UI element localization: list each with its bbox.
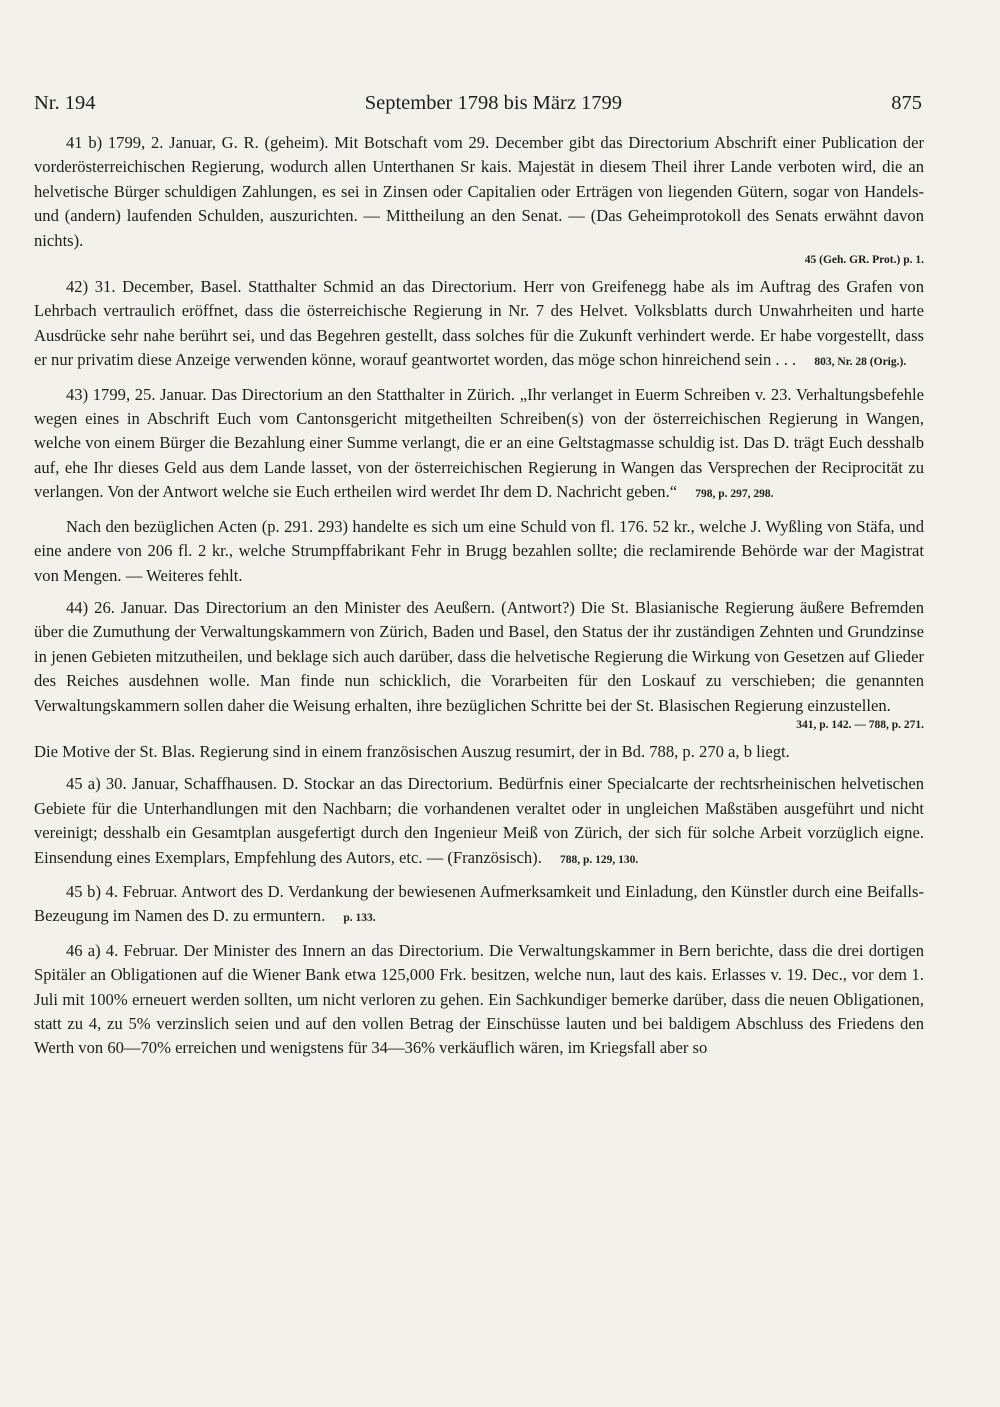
entry-44 <box>34 596 924 732</box>
source-reference: 45 (Geh. GR. Prot.) p. 1. <box>804 254 924 267</box>
entry-41b <box>34 131 924 267</box>
entry-text: 45 a) 30. Januar, Schaffhausen. D. Stockar an das Directorium. Bedürfnis einer Specialcarte der rechtsrheinischen helvetischen Gebiete für die Unterhandlungen mit den Nachbarn; die vorhandenen veraltet oder in ungleichen Maßstäben ausgeführt und nicht vereinigt; desshalb ein Gesamtplan ausgefertigt durch den Ingenieur Meiß von Zürich, der sich für solche Arbeit vorzüglich eigne. Einsendung eines Exemplars, Empfehlung des Autors, etc. — (Französisch). <box>34 774 924 867</box>
entry-text: 42) 31. December, Basel. Statthalter Schmid an das Directorium. Herr von Greifenegg habe als im Auftrag des Grafen von Lehrbach vertraulich eröffnet, dass die österreichische Regierung in Nr. 7 des Helvet. Volksblatts durch Unwahrheiten und harte Ausdrücke sehr nahe berührt sei, und das Begehren gestellt, dass solches für die Zukunft verhindert werde. Er habe vorgestellt, dass er nur privatim diese Anzeige verwenden könne, worauf geantwortet worden, das möge schon hinreichend sein . . . <box>34 277 924 370</box>
entry-45a <box>34 772 924 872</box>
entry-42 <box>34 275 924 375</box>
entry-text: 46 a) 4. Februar. Der Minister des Innern an das Directorium. Die Verwaltungskammer in Bern berichte, dass die drei dortigen Spitäler an Obligationen auf die Wiener Bank etwa 125,000 Frk. besitzen, welche nun, laut des kais. Erlasses v. 19. Dec., vor dem 1. Juli mit 100% erneuert werden sollten, um nicht verloren zu gehen. Ein Sachkundiger bemerke darüber, dass die neuen Obligationen, statt zu 4, zu 5% verzinslich seien und auf den vollen Betrag der Einschüsse lauten und bei baldigem Abschluss des Friedens den Werth von 60—70% erreichen und wenigstens für 34—36% verkäuflich wären, im Kriegsfall aber so <box>34 940 924 1058</box>
entry-text: 43) 1799, 25. Januar. Das Directorium an den Statthalter in Zürich. „Ihr verlanget in Euerm Schreiben v. 23. Verhaltungsbefehle wegen eines in Abschrift Euch vom Cantonsgericht mitgetheilten Schreiben(s) von der österreichischen Regierung in Wangen, welche von einem Bürger die Bezahlung einer Summe verlangt, die er an eine Geltstagmasse schuldig ist. Das D. trägt Euch desshalb auf, ehe Ihr dieses Geld aus dem Lande lasset, von der österreichischen Regierung in Wangen das Versprechen der Reciprocität zu verlangen. Von der Antwort welche sie Euch ertheilen wird werdet Ihr dem D. Nachricht geben.“ <box>34 384 924 502</box>
page-header <box>34 92 922 115</box>
entry-text: 45 b) 4. Februar. Antwort des D. Verdankung der bewiesenen Aufmerksamkeit und Einladung, den Künstler durch eine Beifalls-Bezeugung im Namen des D. zu ermuntern. <box>34 881 924 926</box>
entry-43 <box>34 383 924 507</box>
source-reference: 798, p. 297, 298. <box>695 488 774 501</box>
entry-46a <box>34 939 924 1061</box>
source-reference: 803, Nr. 28 (Orig.). <box>814 356 907 369</box>
entry-45b <box>34 880 924 931</box>
note-43 <box>34 515 924 588</box>
note-44 <box>34 740 924 764</box>
entry-text: Nach den bezüglichen Acten (p. 291. 293) handelte es sich um eine Schuld von fl. 176. 52 kr., welche J. Wyßling von Stäfa, und eine andere von 206 fl. 2 kr., welche Strumpffabrikant Fehr in Brugg bezahlen sollte; die reclamirende Behörde war der Magistrat von Mengen. — Weiteres fehlt. <box>34 516 924 585</box>
entry-text: 44) 26. Januar. Das Directorium an den Minister des Aeußern. (Antwort?) Die St. Blasianische Regierung äußere Befremden über die Zumuthung der Verwaltungskammern von Zürich, Baden und Basel, den Status der ihr zuständigen Zehnten und Grundzinse in jenen Gebieten mitzutheilen, und beklage sich auch darüber, dass die helvetische Regierung die Wirkung von Gesetzen auf Glieder des Reiches ausdehnen wolle. Man finde nun schicklich, die Vorarbeiten für den Loskauf zu verschieben; die genannten Verwaltungskammern sollen daher die Weisung erhalten, ihre bezüglichen Schritte bei der St. Blasischen Regierung einzustellen. <box>34 597 924 715</box>
page-number: 875 <box>891 92 922 114</box>
source-reference: 788, p. 129, 130. <box>560 853 639 866</box>
page-body <box>34 131 924 1069</box>
source-reference: 341, p. 142. — 788, p. 271. <box>796 718 924 731</box>
header-number: Nr. 194 <box>34 92 96 114</box>
header-title: September 1798 bis März 1799 <box>364 92 623 114</box>
entry-text: Die Motive der St. Blas. Regierung sind in einem französischen Auszug resumirt, der in Bd. 788, p. 270 a, b liegt. <box>34 741 790 761</box>
entry-text: 41 b) 1799, 2. Januar, G. R. (geheim). Mit Botschaft vom 29. December gibt das Directorium Abschrift einer Publication der vorderösterreichischen Regierung, wodurch allen Unterthanen Sr kais. Majestät in diesem Theil ihrer Lande verboten wird, die an helvetische Bürger schuldigen Zahlungen, es sei in Zinsen oder Capitalien oder Erträgen von liegenden Gütern, sogar von Handels- und (andern) laufenden Schulden, auszurichten. — Mittheilung an den Senat. — (Das Geheimprotokoll des Senats erwähnt davon nichts). <box>34 133 924 250</box>
source-reference: p. 133. <box>343 912 376 925</box>
